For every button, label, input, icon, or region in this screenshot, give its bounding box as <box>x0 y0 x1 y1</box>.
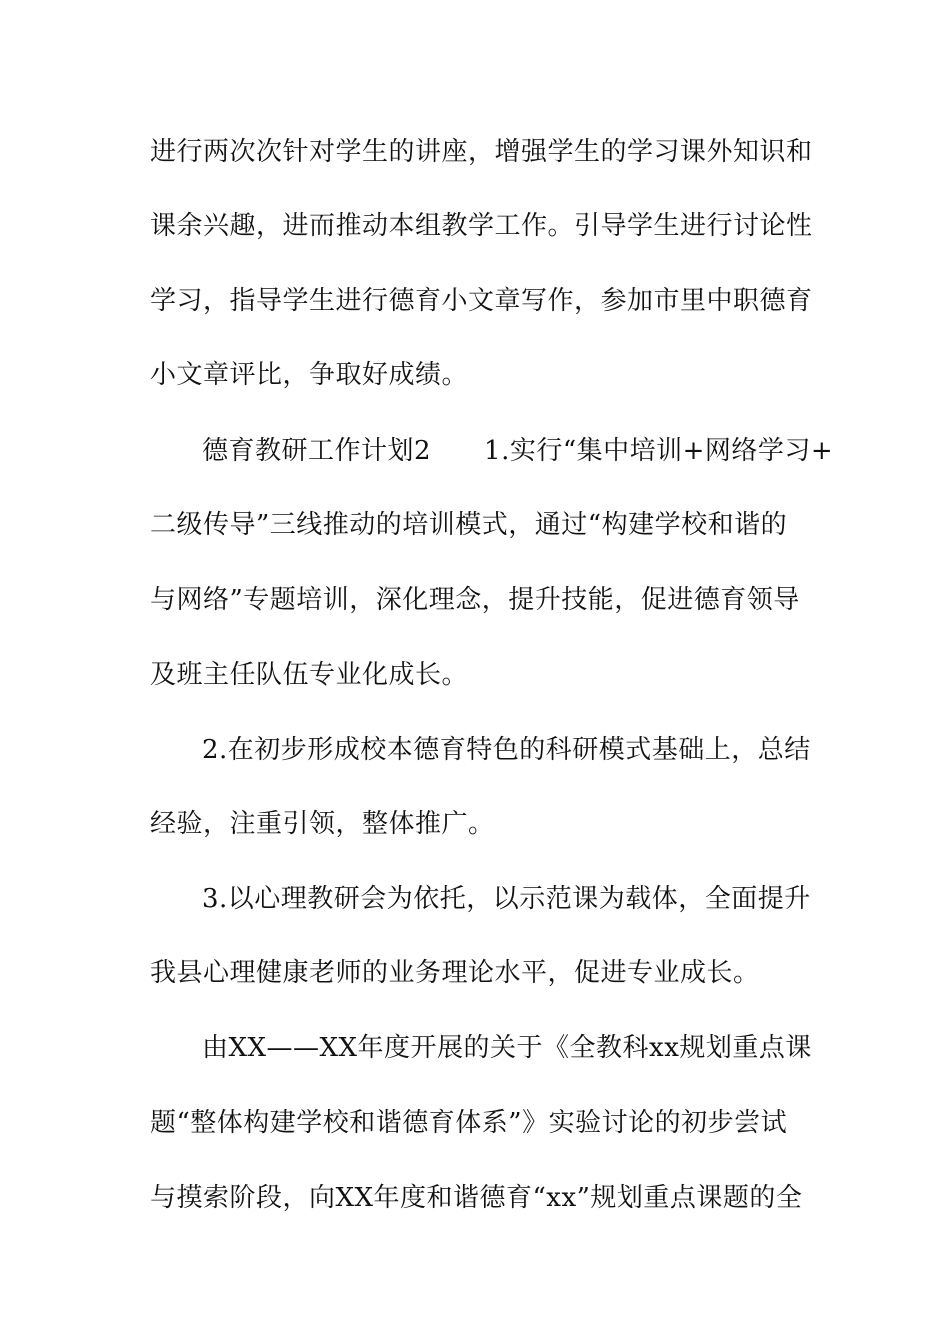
text-line: 与摸索阶段，向XX年度和谐德育“xx”规划重点课题的全 <box>150 1183 803 1213</box>
text-line: 我县心理健康老师的业务理论水平，促进专业成长。 <box>150 958 760 988</box>
text-line: 题“整体构建学校和谐德育体系”》实验讨论的初步尝试 <box>150 1108 788 1138</box>
text-line: 经验，注重引领，整体推广。 <box>150 809 495 839</box>
text-line: 学习，指导学生进行德育小文章写作，参加市里中职德育 <box>150 286 813 316</box>
text-line: 由XX——XX年度开展的关于《全教科xx规划重点课 <box>202 1033 812 1063</box>
text-line: 2.在初步形成校本德育特色的科研模式基础上，总结 <box>202 735 811 765</box>
section-heading-line: 德育教研工作计划2 1.实行“集中培训+网络学习+ <box>202 436 834 466</box>
text-line: 进行两次次针对学生的讲座，增强学生的学习课外知识和 <box>150 137 813 167</box>
text-line: 小文章评比，争取好成绩。 <box>150 360 469 390</box>
text-line: 与网络”专题培训，深化理念，提升技能，促进德育领导 <box>150 585 800 615</box>
text-line: 二级传导”三线推动的培训模式，通过“构建学校和谐的 <box>150 510 788 540</box>
text-line: 及班主任队伍专业化成长。 <box>150 660 469 690</box>
text-line: 3.以心理教研会为依托，以示范课为载体，全面提升 <box>202 884 811 914</box>
text-line: 课余兴趣，进而推动本组教学工作。引导学生进行讨论性 <box>150 211 813 241</box>
